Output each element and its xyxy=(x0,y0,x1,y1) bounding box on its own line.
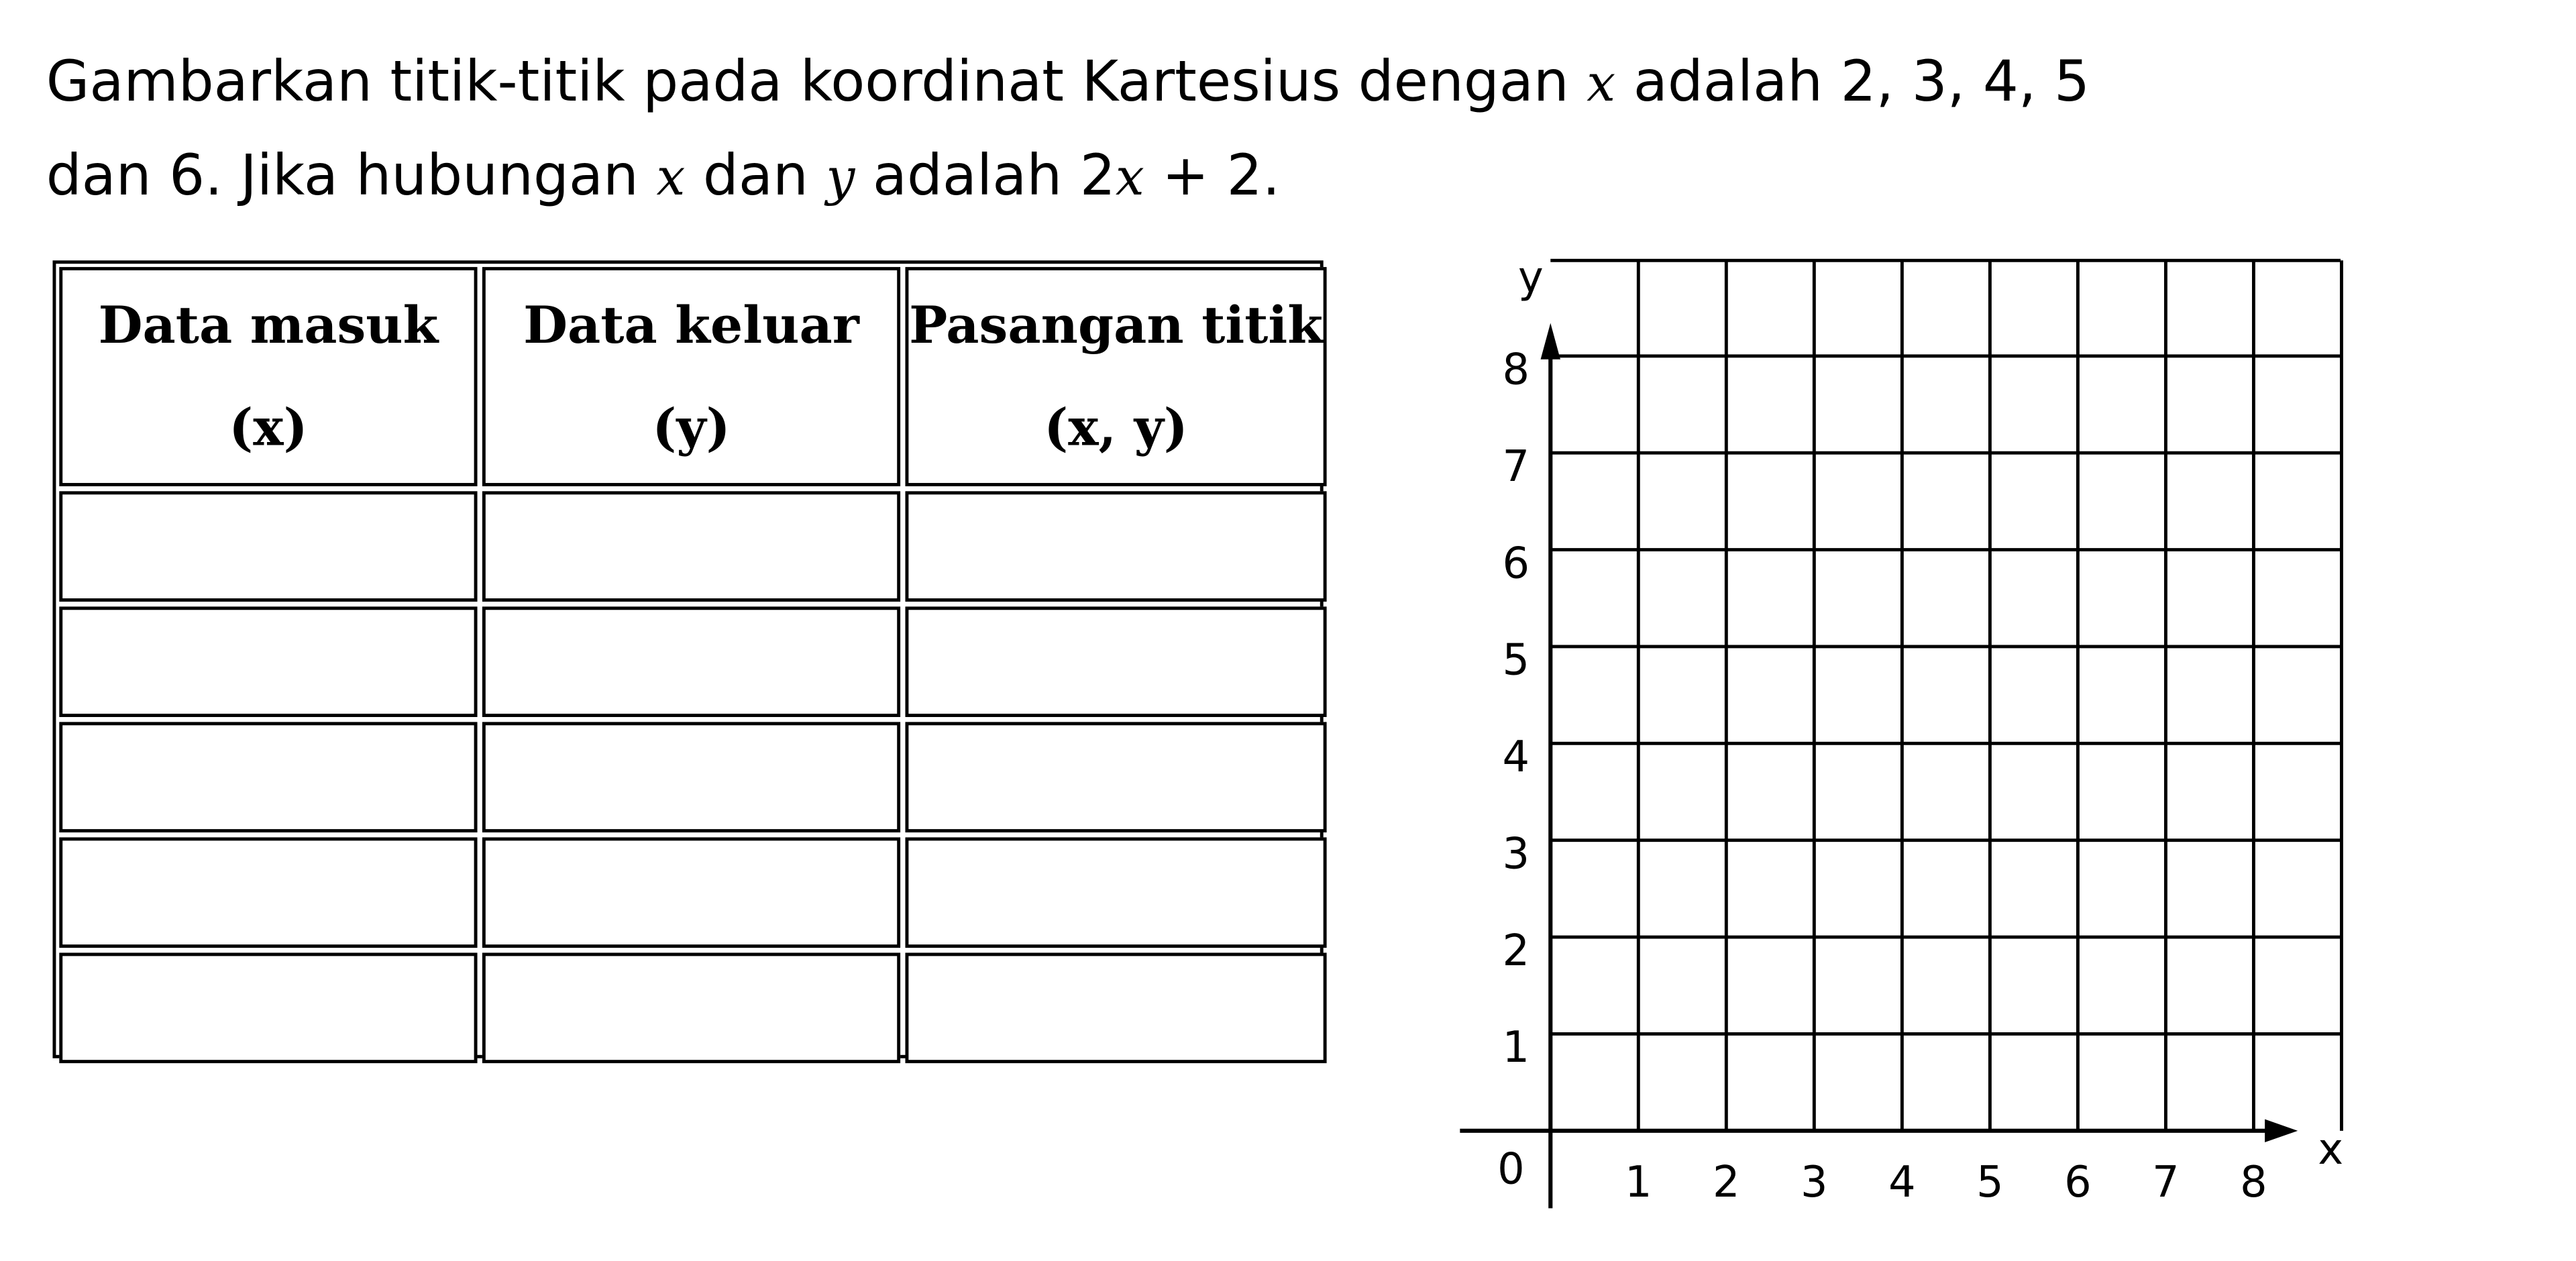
y-tick-label: 3 xyxy=(1502,829,1530,879)
question-line2-b: dan xyxy=(685,143,826,210)
var-x: x xyxy=(1587,54,1616,114)
header-sub: (x) xyxy=(229,398,308,457)
table-cell[interactable] xyxy=(482,952,900,1063)
y-tick-label: 8 xyxy=(1502,345,1530,395)
question-line1-a: Gambarkan titik-titik pada koordinat Kartesius dengan xyxy=(46,49,1587,116)
question-line1-b: adalah 2, 3, 4, 5 xyxy=(1615,49,2090,116)
x-tick-label: 3 xyxy=(1801,1158,1828,1208)
y-tick-label: 4 xyxy=(1502,732,1530,783)
y-tick-label: 7 xyxy=(1502,441,1530,492)
table-cell[interactable] xyxy=(59,952,477,1063)
header-title: Data masuk xyxy=(98,296,439,355)
table-cell[interactable] xyxy=(59,491,477,602)
y-tick-label: 5 xyxy=(1502,635,1530,686)
axes xyxy=(1460,323,2298,1209)
var-x: x xyxy=(1115,148,1144,208)
table-cell[interactable] xyxy=(905,491,1326,602)
y-axis-label: y xyxy=(1517,252,1544,303)
x-tick-label: 7 xyxy=(2152,1158,2180,1208)
table-cell[interactable] xyxy=(59,606,477,717)
table-cell[interactable] xyxy=(482,606,900,717)
origin-label: 0 xyxy=(1497,1144,1525,1195)
y-axis-arrow xyxy=(1541,323,1560,360)
table-cell[interactable] xyxy=(905,952,1326,1063)
table-cell[interactable] xyxy=(905,606,1326,717)
grid-lines xyxy=(1550,260,2341,1131)
y-tick-label: 2 xyxy=(1502,926,1530,976)
x-tick-label: 5 xyxy=(1976,1158,2004,1208)
question-line2-d: + 2. xyxy=(1144,143,1281,210)
y-tick-label: 1 xyxy=(1502,1023,1530,1073)
table-cell[interactable] xyxy=(905,837,1326,948)
header-sub: (x, y) xyxy=(1044,398,1188,457)
x-tick-label: 4 xyxy=(1888,1158,1916,1208)
question-line2-c: adalah 2 xyxy=(855,143,1116,210)
x-tick-label: 8 xyxy=(2240,1158,2267,1208)
header-title: Pasangan titik xyxy=(909,296,1323,355)
table-cell[interactable] xyxy=(59,837,477,948)
table-header-pair xyxy=(905,267,1326,486)
var-y: y xyxy=(826,148,855,208)
header-sub: (y) xyxy=(652,398,731,457)
table-cell[interactable] xyxy=(482,722,900,832)
y-tick-label: 6 xyxy=(1502,539,1530,589)
x-tick-label: 6 xyxy=(2064,1158,2092,1208)
x-axis-label: x xyxy=(2318,1124,2344,1175)
table-header-output xyxy=(482,267,900,486)
header-title: Data keluar xyxy=(523,296,859,355)
answer-table xyxy=(53,260,1324,1058)
table-cell[interactable] xyxy=(482,491,900,602)
x-tick-label: 1 xyxy=(1625,1158,1652,1208)
table-cell[interactable] xyxy=(59,722,477,832)
question-text xyxy=(46,36,2557,224)
tick-labels xyxy=(1497,253,2343,1207)
var-x: x xyxy=(656,148,686,208)
table-header-input xyxy=(59,267,477,486)
x-axis-arrow xyxy=(2265,1119,2298,1142)
table-cell[interactable] xyxy=(905,722,1326,832)
x-tick-label: 2 xyxy=(1713,1158,1740,1208)
table-cell[interactable] xyxy=(482,837,900,948)
question-line2-a: dan 6. Jika hubungan xyxy=(46,143,657,210)
cartesian-grid xyxy=(1448,231,2370,1220)
